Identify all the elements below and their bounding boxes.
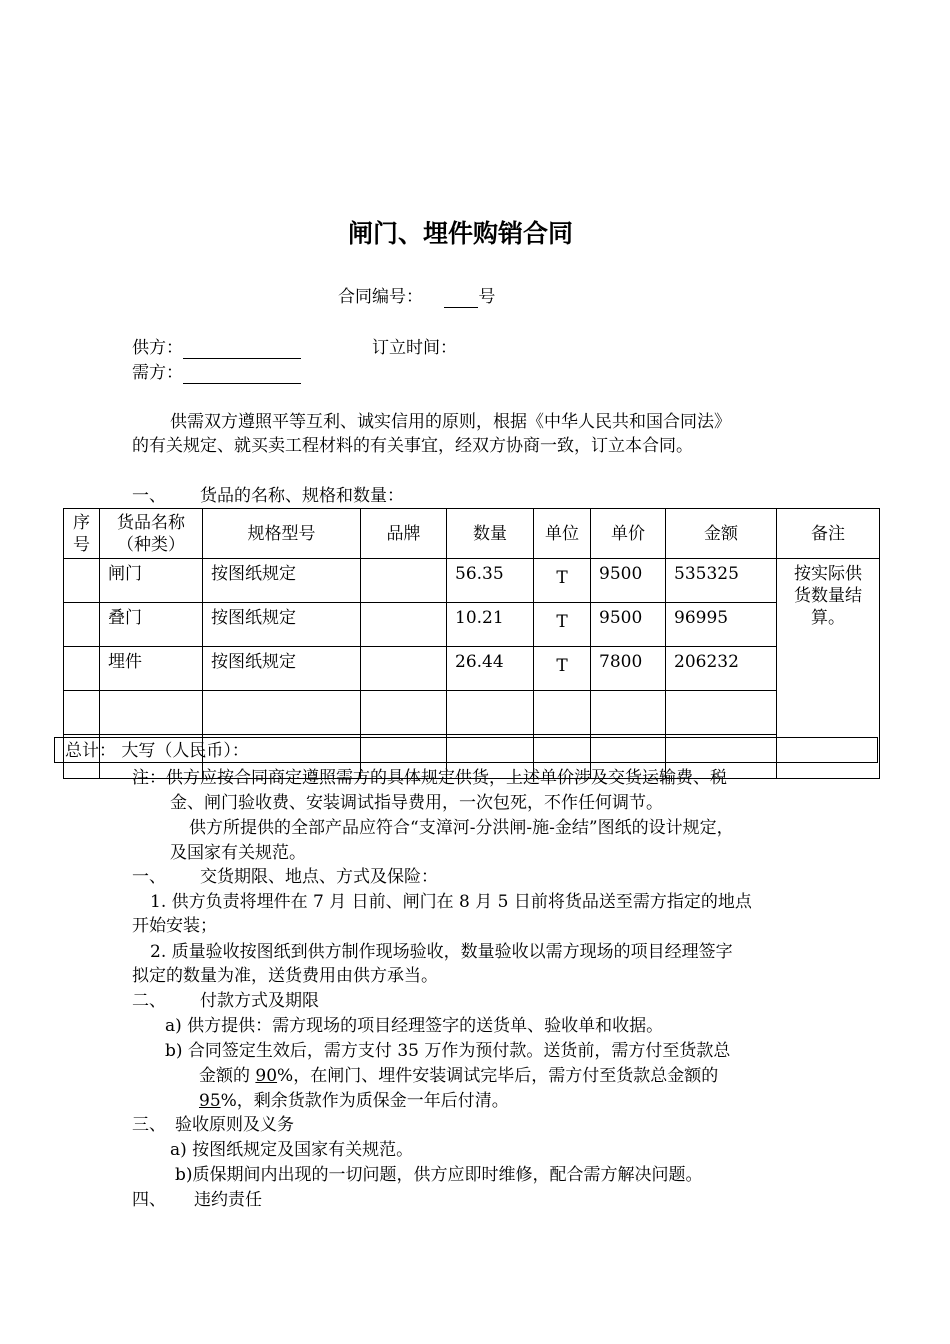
header-remark: 备注 (777, 509, 880, 559)
cell-brand (361, 691, 447, 735)
header-brand: 品牌 (361, 509, 447, 559)
table-row (64, 603, 880, 647)
cell-amount: 96995 (666, 603, 777, 647)
cell-qty (447, 691, 534, 735)
cell-name: 叠门 (100, 603, 203, 647)
section4-item-a: a) 按图纸规定及国家有关规范。 (170, 1140, 414, 1160)
cell-unit: T (534, 647, 591, 691)
section2-item-1: 1. 供方负责将埋件在 7 月 日前、闸门在 8 月 5 日前将货品送至需方指定的地点 (150, 892, 752, 912)
section2-title: 交货期限、地点、方式及保险： (200, 867, 438, 887)
table-total-row: 总计： 大写（人民币）： (54, 737, 878, 763)
cell-spec: 按图纸规定 (203, 603, 361, 647)
section3-item-a: a) 供方提供：需方现场的项目经理签字的送货单、验收单和收据。 (165, 1016, 664, 1036)
contract-number-label: 合同编号： (338, 287, 423, 307)
cell-unit: T (534, 559, 591, 603)
intro-line-1: 供需双方遵照平等互利、诚实信用的原则，根据《中华人民共和国合同法》 (170, 412, 731, 432)
section5-num: 四、 (132, 1190, 166, 1210)
page-title: 闸门、埋件购销合同 (348, 219, 574, 248)
section3-num: 二、 (132, 991, 166, 1011)
supplier-blank[interactable] (183, 342, 301, 359)
header-spec: 规格型号 (203, 509, 361, 559)
note-line-3: 供方所提供的全部产品应符合“支漳河-分洪闸-施-金结”图纸的设计规定， (189, 818, 734, 838)
header-qty: 数量 (447, 509, 534, 559)
section5-title: 违约责任 (194, 1190, 262, 1210)
table-row (64, 691, 880, 735)
note-line-1: 注：供方应按合同商定遵照需方的具体规定供货，上述单价涉及交货运输费、税 (132, 768, 727, 788)
cell-amount (666, 691, 777, 735)
header-amount: 金额 (666, 509, 777, 559)
section2-item-2: 2. 质量验收按图纸到供方制作现场验收，数量验收以需方现场的项目经理签字 (150, 942, 733, 962)
prepay-percent-95: 95 (199, 1091, 221, 1111)
section4-item-b: b)质保期间内出现的一切问题，供方应即时维修，配合需方解决问题。 (175, 1165, 703, 1185)
sign-date-label: 订立时间： (372, 338, 457, 358)
supplier-line (132, 337, 301, 359)
cell-spec: 按图纸规定 (203, 647, 361, 691)
cell-remark: 按实际供 货数量结 算。 (777, 559, 880, 779)
contract-number (338, 286, 495, 308)
cell-brand (361, 559, 447, 603)
cell-name: 埋件 (100, 647, 203, 691)
section1-num: 一、 (132, 486, 166, 506)
buyer-label: 需方： (132, 363, 183, 383)
cell-price: 9500 (591, 559, 666, 603)
cell-unit (534, 691, 591, 735)
cell-name: 闸门 (100, 559, 203, 603)
section2-item-1-cont: 开始安装； (132, 916, 217, 936)
cell-seq (64, 691, 100, 735)
header-unit: 单位 (534, 509, 591, 559)
table-row (64, 559, 880, 603)
cell-qty: 26.44 (447, 647, 534, 691)
buyer-blank[interactable] (183, 367, 301, 384)
cell-price (591, 691, 666, 735)
cell-seq (64, 559, 100, 603)
cell-seq (64, 603, 100, 647)
cell-unit: T (534, 603, 591, 647)
cell-price: 7800 (591, 647, 666, 691)
note-line-4: 及国家有关规范。 (170, 843, 306, 863)
contract-number-suffix: 号 (478, 287, 496, 307)
section3-item-b-cont: 金额的 90%，在闸门、埋件安装调试完毕后，需方付至货款总金额的 (199, 1066, 719, 1086)
table-row (64, 647, 880, 691)
intro-line-2: 的有关规定、就买卖工程材料的有关事宜，经双方协商一致，订立本合同。 (132, 436, 693, 456)
section2-num: 一、 (132, 867, 166, 887)
cell-amount: 535325 (666, 559, 777, 603)
cell-qty: 10.21 (447, 603, 534, 647)
section3-item-b: b) 合同签定生效后，需方支付 35 万作为预付款。送货前，需方付至货款总 (165, 1041, 731, 1061)
contract-number-blank[interactable] (444, 291, 478, 308)
cell-qty: 56.35 (447, 559, 534, 603)
prepay-percent-90: 90 (255, 1066, 278, 1086)
section2-item-2-cont: 拟定的数量为准，送货费用由供方承当。 (132, 966, 438, 986)
section4-title: 验收原则及义务 (175, 1115, 294, 1135)
cell-name (100, 691, 203, 735)
cell-brand (361, 603, 447, 647)
cell-price: 9500 (591, 603, 666, 647)
header-name: 货品名称 （种类） (100, 509, 203, 559)
section1-title: 货品的名称、规格和数量： (200, 486, 404, 506)
section3-title: 付款方式及期限 (200, 991, 319, 1011)
table-header (64, 509, 880, 559)
cell-amount: 206232 (666, 647, 777, 691)
cell-spec (203, 691, 361, 735)
buyer-line (132, 362, 301, 384)
header-seq: 序 号 (64, 509, 100, 559)
supplier-label: 供方： (132, 338, 183, 358)
note-line-2: 金、闸门验收费、安装调试指导费用，一次包死，不作任何调节。 (170, 793, 663, 813)
section4-num: 三、 (132, 1115, 166, 1135)
cell-brand (361, 647, 447, 691)
header-price: 单价 (591, 509, 666, 559)
cell-spec: 按图纸规定 (203, 559, 361, 603)
section3-item-b-cont2: 95%，剩余货款作为质保金一年后付清。 (199, 1091, 509, 1111)
cell-seq (64, 647, 100, 691)
